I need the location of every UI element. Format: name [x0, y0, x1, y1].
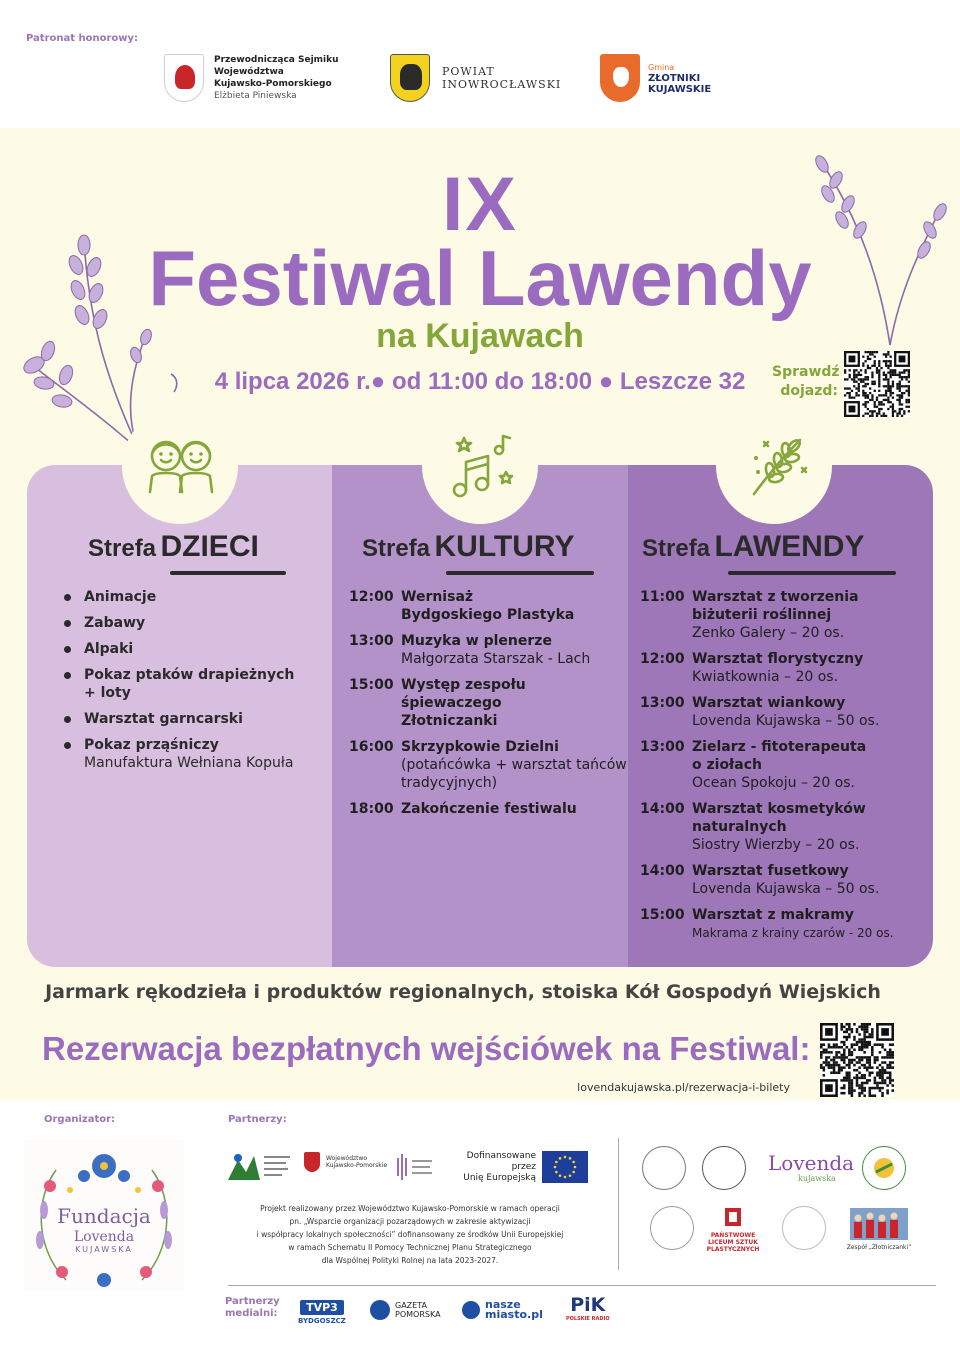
media-pik-logo: PiK POLSKIE RADIO — [566, 1294, 610, 1322]
eu-funding-logo — [444, 1150, 590, 1184]
reservation-heading: Rezerwacja bezpłatnych wejściówek na Festiwal: — [42, 1030, 811, 1067]
patronage-label: Patronat honorowy: — [26, 33, 139, 44]
eu-star-icon — [569, 1174, 572, 1177]
foundation-name: Fundacja — [57, 1204, 151, 1228]
eu-star-icon — [569, 1157, 572, 1160]
organizer-label: Organizator: — [44, 1114, 116, 1125]
eu-star-icon — [564, 1176, 567, 1179]
eu-line1: Dofinansowane przez — [466, 1150, 536, 1172]
music-notes-icon — [448, 432, 518, 498]
zone-dzieci-word1: Strefa — [88, 535, 157, 562]
schedule-row: 13:00 Muzyka w plenerze Małgorzata Starszak - Lach — [349, 633, 591, 667]
zone-kultury-word2: KULTURY — [434, 530, 575, 563]
patron-powiat-line2: INOWROCŁAWSKI — [442, 78, 562, 91]
zone-dzieci-title — [88, 530, 259, 564]
directions-line2: dojazd: — [780, 383, 838, 399]
foundation-sub2: KUJAWSKA — [75, 1245, 133, 1254]
fair-info: Jarmark rękodzieła i produktów regionalnych, stoiska Kół Gospodyń Wiejskich — [45, 981, 881, 1003]
zone-lawendy-word2: LAWENDY — [714, 530, 865, 563]
eu-star-icon — [564, 1156, 567, 1159]
patron-gmina-line2: ZŁOTNIKI — [648, 72, 701, 84]
gmina-crest-icon — [600, 54, 640, 102]
qr-pattern-icon — [820, 1023, 894, 1097]
woj-kp-logo: Województwo Kujawsko-Pomorskie — [304, 1152, 387, 1172]
children-icon — [144, 432, 218, 496]
list-item: Animacje — [62, 588, 322, 606]
partner-liceum-label: PAŃSTWOWE LICEUM SZTUK PLASTYCZNYCH — [706, 1232, 760, 1253]
schedule-row: 13:00 Warsztat wiankowy Lovenda Kujawska – 50 os. — [640, 695, 880, 729]
zone-kultury-word1: Strefa — [362, 535, 431, 562]
lavender-sprig-icon — [744, 432, 808, 498]
eu-star-icon — [555, 1161, 558, 1164]
zone-dzieci-list — [62, 588, 322, 780]
footer-divider-horizontal — [228, 1285, 936, 1286]
schedule-row: 14:00 Warsztat fusetkowy Lovenda Kujawska – 50 os. — [640, 863, 880, 897]
sprig-icon — [168, 372, 184, 394]
media-gazeta-logo: GAZETA POMORSKA — [370, 1300, 441, 1320]
schedule-row: 18:00 Zakończenie festiwalu — [349, 801, 577, 817]
festival-title: Festiwal Lawendy — [148, 234, 812, 322]
foundation-sub: Lovenda — [73, 1229, 135, 1245]
edition-number: IX — [442, 162, 518, 247]
zone-dzieci-word2: DZIECI — [160, 530, 259, 563]
qr-pattern-icon — [844, 351, 910, 417]
partner-bmck-logo — [650, 1206, 694, 1250]
eu-flag-icon — [542, 1151, 588, 1183]
kgw-emblem-icon — [870, 1154, 898, 1182]
zone-kultury-underline — [446, 571, 594, 575]
ksow-logo-icon — [394, 1150, 434, 1184]
liceum-emblem-icon — [722, 1206, 744, 1228]
media-partners-label: Partnerzy medialni: — [225, 1296, 280, 1319]
project-info: Projekt realizowany przez Województwo Kujawsko-Pomorskie w ramach operacji pn. „Wsparcie organizacji pozarządowych w zakresie aktywizacji i współpracy lokalnych społeczności” dofinansowany ze środków Unii Europejskiej w ramach Schematu II Pomocy Technicznej Planu Strategicznego dla Wspólnej Polityki Rolnej na lata 2023-2027. — [256, 1204, 564, 1265]
patron-sejmik — [164, 52, 339, 104]
eu-star-icon — [572, 1161, 575, 1164]
zone-lawendy-underline — [728, 571, 896, 575]
patron-powiat-line1: POWIAT — [442, 65, 495, 78]
zone-lawendy-title — [642, 530, 864, 564]
patron-gmina-line1: Gmina — [648, 62, 675, 72]
patron-sejmik-line4: Elżbieta Piniewska — [214, 91, 297, 101]
powiat-crest-icon — [390, 54, 430, 102]
schedule-row: 15:00 Warsztat z makramy Makrama z krainy czarów - 20 os. — [640, 907, 894, 940]
schedule-row: 11:00 Warsztat z tworzenia biżuterii roślinnej Zenko Galery – 20 os. — [640, 589, 859, 641]
schedule-row: 12:00 Warsztat florystyczny Kwiatkownia – 20 os. — [640, 651, 864, 685]
partner-pszczelarium-logo — [702, 1146, 746, 1190]
list-item: Pokaz ptaków drapieżnych + loty — [62, 666, 322, 702]
patron-gmina-line3: KUJAWSKIE — [648, 83, 712, 95]
directions-line1: Sprawdź — [772, 364, 840, 380]
eu-star-icon — [572, 1171, 575, 1174]
zone-lawendy-schedule — [640, 588, 930, 950]
partner-siostry-wierzby-logo — [782, 1206, 826, 1250]
woj-crest-icon — [304, 1152, 320, 1172]
eu-star-icon — [554, 1166, 557, 1169]
eu-star-icon — [555, 1171, 558, 1174]
footer-divider-vertical — [618, 1138, 619, 1270]
schedule-row: 16:00 Skrzypkowie Dzielni (potańcówka + warsztat tańców tradycyjnych) — [349, 739, 627, 791]
partner-kwiatkownia-logo — [642, 1146, 686, 1190]
date-location-line: 4 lipca 2026 r.● od 11:00 do 18:00 ● Leszcze 32 — [214, 368, 746, 395]
partner-lovenda-logo: Lovenda kujawska — [768, 1151, 855, 1183]
directions-qr-code[interactable] — [844, 351, 910, 417]
media-tvp3-logo: TVP3 BYDGOSZCZ — [298, 1301, 346, 1325]
reservation-link[interactable]: lovendakujawska.pl/rezerwacja-i-bilety — [577, 1081, 790, 1094]
patron-gmina — [600, 52, 711, 104]
patron-sejmik-line1: Przewodnicząca Sejmiku — [214, 55, 339, 65]
directions-label — [772, 363, 838, 401]
eu-star-icon — [574, 1166, 577, 1169]
list-item: Pokaz prząśniczy Manufaktura Wełniana Kopuła — [62, 736, 322, 772]
festival-subtitle: na Kujawach — [376, 317, 584, 355]
eu-star-icon — [559, 1174, 562, 1177]
partner-zespol-label: Zespół „Złotniczanki” — [846, 1244, 912, 1251]
gazeta-circle-icon — [370, 1300, 390, 1320]
patron-sejmik-line2: Województwa — [214, 67, 284, 77]
naszemiasto-circle-icon — [462, 1301, 480, 1319]
media-naszemiasto-logo: nasze miasto.pl — [462, 1300, 543, 1320]
zone-kultury-schedule — [349, 588, 629, 826]
list-item: Alpaki — [62, 640, 322, 658]
zespol-photo-icon — [850, 1208, 908, 1240]
zone-dzieci-underline — [170, 571, 286, 575]
patron-sejmik-line3: Kujawsko-Pomorskiego — [214, 79, 332, 89]
eu-star-icon — [559, 1157, 562, 1160]
schedule-row: 12:00 Wernisaż Bydgoskiego Plastyka — [349, 589, 575, 623]
schedule-row: 13:00 Zielarz - fitoterapeuta o ziołach Ocean Spokoju – 20 os. — [640, 739, 867, 791]
patron-powiat — [390, 52, 561, 104]
kujawsko-pomorskie-crest-icon — [164, 54, 204, 102]
schedule-row: 15:00 Występ zespołu śpiewaczego Złotniczanki — [349, 677, 526, 729]
partners-label: Partnerzy: — [228, 1114, 287, 1125]
eu-line2: Unię Europejską — [463, 1172, 536, 1183]
list-item: Zabawy — [62, 614, 322, 632]
schedule-row: 14:00 Warsztat kosmetyków naturalnych Siostry Wierzby – 20 os. — [640, 801, 866, 853]
zone-kultury-title — [362, 530, 574, 564]
prow-logo-icon — [226, 1150, 292, 1184]
reservation-qr-code[interactable] — [820, 1023, 894, 1097]
zone-lawendy-word1: Strefa — [642, 535, 711, 562]
list-item: Warsztat garncarski — [62, 710, 322, 728]
